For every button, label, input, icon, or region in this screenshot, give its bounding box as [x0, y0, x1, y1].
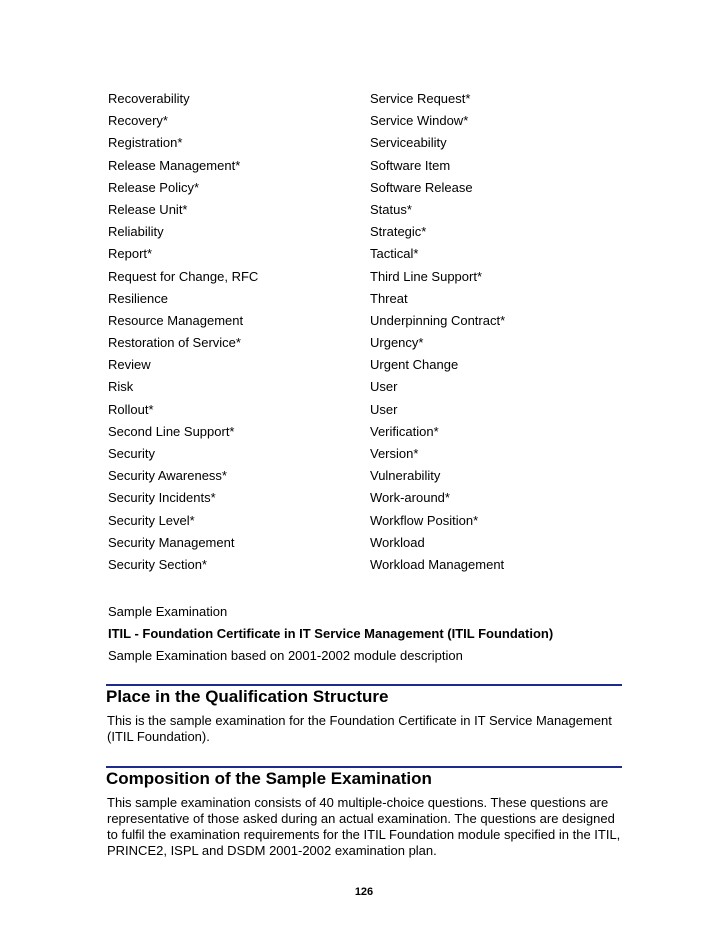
glossary-row — [108, 134, 628, 156]
glossary-term-left: Reliability — [108, 224, 164, 240]
section-heading-qualification: Place in the Qualification Structure — [106, 687, 389, 706]
glossary-row — [108, 401, 628, 423]
glossary-term-left: Security Level* — [108, 512, 195, 528]
glossary-term-right: User — [370, 401, 398, 417]
glossary-row — [108, 268, 628, 290]
glossary-term-right: Workload — [370, 534, 425, 550]
glossary-term-right: Verification* — [370, 423, 439, 439]
glossary-term-left: Release Management* — [108, 157, 241, 173]
glossary-term-left: Release Policy* — [108, 179, 200, 195]
glossary-term-left: Second Line Support* — [108, 423, 235, 439]
qualification-paragraph: This is the sample examination for the Foundation Certificate in IT Service Management (ITIL Foundation). — [107, 713, 612, 744]
glossary-row — [108, 90, 628, 112]
glossary-row — [108, 290, 628, 312]
glossary-term-left: Registration* — [108, 135, 183, 151]
glossary-term-left: Security Section* — [108, 556, 207, 572]
glossary-term-left: Security Awareness* — [108, 468, 227, 484]
glossary-term-left: Security — [108, 446, 155, 461]
glossary-row — [108, 223, 628, 245]
page-number: 126 — [354, 886, 374, 898]
glossary-term-right: Threat — [370, 290, 408, 306]
glossary-row — [108, 512, 628, 534]
glossary-term-list — [108, 90, 628, 578]
glossary-term-left: Restoration of Service* — [108, 335, 241, 351]
glossary-row — [108, 534, 628, 556]
glossary-row — [108, 356, 628, 378]
sample-examination-label: Sample Examination — [108, 604, 228, 619]
glossary-row — [108, 445, 628, 467]
glossary-term-right: Software Item — [370, 157, 451, 173]
glossary-row — [108, 334, 628, 356]
glossary-term-right: Software Release — [370, 179, 473, 195]
glossary-term-right: Workflow Position* — [370, 512, 479, 528]
glossary-term-right: Vulnerability — [370, 468, 441, 484]
exam-title: ITIL - Foundation Certificate in IT Service Management (ITIL Foundation) — [108, 626, 554, 641]
glossary-term-left: Security Management — [108, 534, 235, 550]
glossary-row — [108, 312, 628, 334]
exam-subtitle: Sample Examination based on 2001-2002 module description — [108, 648, 463, 663]
glossary-term-left: Recoverability — [108, 91, 190, 106]
glossary-row — [108, 245, 628, 267]
glossary-term-left: Recovery* — [108, 113, 168, 129]
glossary-term-right: Work-around* — [370, 490, 450, 506]
glossary-term-right: Workload Management — [370, 556, 505, 572]
glossary-row — [108, 489, 628, 511]
glossary-term-left: Release Unit* — [108, 201, 188, 217]
sample-examination-header — [108, 601, 628, 667]
glossary-term-left: Risk — [108, 379, 134, 395]
glossary-row — [108, 157, 628, 179]
glossary-term-right: Tactical* — [370, 246, 419, 262]
glossary-term-left: Request for Change, RFC — [108, 268, 259, 284]
glossary-term-right: Service Window* — [370, 113, 469, 129]
glossary-term-left: Resilience — [108, 290, 168, 306]
glossary-row — [108, 467, 628, 489]
glossary-term-left: Rollout* — [108, 401, 154, 417]
glossary-row — [108, 112, 628, 134]
glossary-term-right: Urgent Change — [370, 357, 459, 373]
glossary-term-right: User — [370, 379, 398, 395]
composition-paragraph: This sample examination consists of 40 multiple-choice questions. These questions are representative of those asked during an actual examination. The questions are designed to fulfil the examination requirements for the ITIL Foundation module specified in the ITIL, PRINCE2, ISPL and DSDM 2001-2002 examination plan. — [107, 795, 621, 858]
glossary-row — [108, 179, 628, 201]
glossary-term-right: Strategic* — [370, 224, 427, 240]
glossary-row — [108, 201, 628, 223]
glossary-term-right: Serviceability — [370, 135, 447, 151]
glossary-term-right: Status* — [370, 201, 412, 217]
glossary-term-right: Third Line Support* — [370, 268, 483, 284]
glossary-row — [108, 556, 628, 578]
glossary-row — [108, 423, 628, 445]
glossary-term-left: Resource Management — [108, 312, 244, 328]
glossary-term-right: Version* — [370, 446, 419, 461]
glossary-term-right: Urgency* — [370, 335, 424, 351]
section-heading-composition: Composition of the Sample Examination — [106, 769, 432, 788]
glossary-term-left: Security Incidents* — [108, 490, 216, 506]
glossary-term-right: Service Request* — [370, 91, 471, 106]
glossary-term-left: Review — [108, 357, 151, 373]
glossary-term-left: Report* — [108, 246, 153, 262]
glossary-term-right: Underpinning Contract* — [370, 312, 506, 328]
glossary-row — [108, 378, 628, 400]
